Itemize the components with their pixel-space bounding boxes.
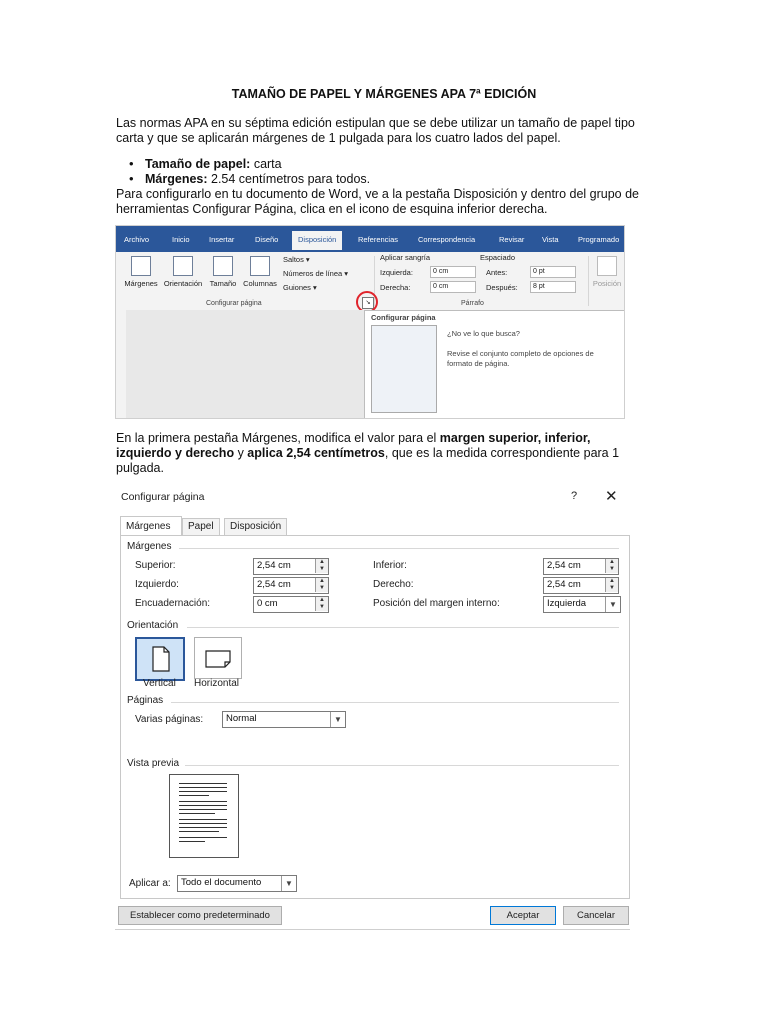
section-paginas: Páginas [127, 695, 164, 706]
derecho-value[interactable]: 2,54 cm [547, 579, 581, 590]
section-divider [179, 548, 619, 549]
ribbon-screenshot [115, 225, 625, 419]
margins-button[interactable] [121, 256, 161, 288]
preview-line [179, 809, 227, 810]
ok-button[interactable]: Aceptar [490, 906, 556, 925]
landscape-page-icon [195, 638, 241, 678]
portrait-page-icon [137, 639, 183, 679]
spacing-heading: Espaciado [480, 253, 516, 262]
gutter-position-label: Posición del margen interno: [373, 598, 500, 609]
position-icon [597, 256, 617, 276]
gutter-position-value: Izquierda [547, 598, 587, 609]
spin-down-icon[interactable]: ▼ [315, 566, 328, 573]
tab-archivo[interactable]: Archivo [124, 235, 150, 244]
bullet-margins [145, 172, 370, 187]
config-line-2: herramientas Configurar Página, clica en el icono de esquina inferior derecha. [116, 202, 548, 216]
section-orientacion: Orientación [127, 620, 179, 631]
preview-line [179, 823, 227, 824]
spin-down-icon[interactable]: ▼ [315, 585, 328, 592]
spacing-before-field[interactable]: 0 pt [530, 266, 576, 278]
paragraph-2-line-1 [116, 431, 676, 446]
columns-button[interactable] [240, 256, 280, 288]
close-icon[interactable]: ✕ [605, 488, 618, 505]
columns-icon [250, 256, 270, 276]
position-button[interactable] [590, 256, 624, 288]
breaks-button[interactable]: Saltos ▾ [283, 255, 310, 264]
multiple-pages-label: Varias páginas: [135, 714, 204, 725]
spin-up-icon[interactable]: ▲ [315, 559, 328, 566]
size-button[interactable] [205, 256, 241, 288]
size-icon [213, 256, 233, 276]
apply-to-label: Aplicar a: [129, 878, 171, 889]
bullet-label: Tamaño de papel: [145, 157, 251, 171]
intro-line-2: carta y que se aplicarán márgenes de 1 pulgada para los cuatro lados del papel. [116, 131, 561, 145]
p2-text: En la primera pestaña Márgenes, modifica el valor para el [116, 431, 440, 445]
multiple-pages-select[interactable] [222, 711, 346, 728]
gutter-position-select[interactable] [543, 596, 621, 613]
inferior-value[interactable]: 2,54 cm [547, 560, 581, 571]
p2-text: , que es la medida correspondiente para 1 [384, 446, 620, 460]
spin-down-icon[interactable]: ▼ [315, 604, 328, 611]
chevron-down-icon: ▼ [281, 876, 296, 891]
landscape-label[interactable]: Horizontal [194, 678, 240, 689]
inferior-field[interactable] [543, 558, 619, 575]
tab-vista[interactable]: Vista [542, 235, 559, 244]
spin-up-icon[interactable]: ▲ [315, 597, 328, 604]
section-divider [185, 765, 619, 766]
p2-bold: aplica 2,54 centímetros [247, 446, 385, 460]
dialog-title: Configurar página [121, 491, 205, 503]
section-preview: Vista previa [127, 758, 180, 769]
ribbon-separator [588, 256, 589, 306]
tab-disposicion[interactable]: Disposición [292, 231, 342, 250]
multiple-pages-value: Normal [226, 713, 257, 724]
bullet-value: 2.54 centímetros para todos. [207, 172, 371, 186]
superior-field[interactable] [253, 558, 329, 575]
tab-disposicion-dialog[interactable]: Disposición [224, 518, 287, 535]
encuadernacion-value[interactable]: 0 cm [257, 598, 278, 609]
preview-line [179, 813, 215, 814]
p2-text: y [234, 446, 248, 460]
apply-to-value: Todo el documento [181, 877, 262, 888]
ribbon-tab-bar [116, 226, 624, 252]
preview-line [179, 841, 205, 842]
preview-line [179, 805, 227, 806]
cancel-button[interactable]: Cancelar [563, 906, 629, 925]
size-label: Tamaño [209, 279, 237, 288]
derecho-field[interactable] [543, 577, 619, 594]
document-area [126, 310, 364, 418]
tab-programador[interactable]: Programado [578, 235, 620, 244]
tab-referencias[interactable]: Referencias [358, 235, 399, 244]
group-config-label: Configurar página [206, 300, 262, 307]
spin-down-icon[interactable]: ▼ [605, 566, 618, 573]
preview-line [179, 831, 219, 832]
preview-line [179, 801, 227, 802]
paragraph-2-line-2 [116, 446, 676, 461]
p2-bold: margen superior, inferior, [439, 431, 591, 445]
chevron-down-icon: ▼ [330, 712, 345, 727]
tab-revisar[interactable]: Revisar [499, 235, 525, 244]
section-divider [187, 627, 619, 628]
section-divider [171, 702, 619, 703]
set-default-button[interactable]: Establecer como predeterminado [118, 906, 282, 925]
spacing-after-field[interactable]: 8 pt [530, 281, 576, 293]
tab-correspondencia[interactable]: Correspondencia [418, 235, 476, 244]
tooltip-thumbnail [371, 325, 437, 413]
izquierdo-field[interactable] [253, 577, 329, 594]
apply-to-select[interactable] [177, 875, 297, 892]
preview-line [179, 783, 227, 784]
indent-right-label: Derecha: [380, 283, 411, 292]
encuadernacion-field[interactable] [253, 596, 329, 613]
preview-line [179, 827, 227, 828]
landscape-button[interactable] [194, 637, 242, 679]
orientation-label: Orientación [163, 279, 203, 288]
tab-papel[interactable]: Papel [182, 518, 220, 535]
preview-line [179, 795, 209, 796]
izquierdo-label: Izquierdo: [135, 579, 179, 590]
superior-value[interactable]: 2,54 cm [257, 560, 291, 571]
indent-left-field[interactable]: 0 cm [430, 266, 476, 278]
margins-icon [131, 256, 151, 276]
margins-label: Márgenes [124, 279, 158, 288]
indent-left-label: Izquierda: [380, 268, 413, 277]
orientation-button[interactable] [161, 256, 205, 288]
dialog-panel [120, 535, 630, 899]
page-title: TAMAÑO DE PAPEL Y MÁRGENES APA 7ª EDICIÓN [231, 87, 537, 101]
portrait-label[interactable]: Vertical [143, 678, 176, 689]
encuadernacion-label: Encuadernación: [135, 598, 211, 609]
preview-line [179, 819, 227, 820]
preview-line [179, 837, 227, 838]
tab-insertar[interactable]: Insertar [209, 235, 235, 244]
spin-down-icon[interactable]: ▼ [605, 585, 618, 592]
indent-right-field[interactable]: 0 cm [430, 281, 476, 293]
dialog-bottom-border [115, 929, 630, 930]
tab-inicio[interactable]: Inicio [172, 235, 190, 244]
inferior-label: Inferior: [373, 560, 407, 571]
group-paragraph-label: Párrafo [461, 300, 484, 307]
paragraph-2-line-3: pulgada. [116, 461, 164, 475]
tab-margenes[interactable]: Márgenes [120, 516, 182, 535]
hyphenation-button[interactable]: Guiones ▾ [283, 283, 317, 292]
bullet-label: Márgenes: [145, 172, 208, 186]
izquierdo-value[interactable]: 2,54 cm [257, 579, 291, 590]
derecho-label: Derecho: [373, 579, 414, 590]
preview-line [179, 787, 227, 788]
help-icon[interactable]: ? [571, 490, 578, 502]
page-setup-launcher-icon[interactable]: ↘ [362, 297, 374, 309]
tab-diseno[interactable]: Diseño [255, 235, 279, 244]
spacing-before-label: Antes: [486, 268, 508, 277]
spin-up-icon[interactable]: ▲ [605, 559, 618, 566]
tooltip-title: Configurar página [371, 313, 436, 322]
bullet-paper-size [145, 157, 282, 172]
line-numbers-button[interactable]: Números de línea ▾ [283, 269, 349, 278]
orientation-icon [173, 256, 193, 276]
preview-page [169, 774, 239, 858]
tooltip-description: Revise el conjunto completo de opciones de formato de página. [447, 349, 594, 368]
portrait-button[interactable] [135, 637, 185, 681]
bullet-value: carta [250, 157, 282, 171]
position-label: Posición [592, 279, 622, 288]
indent-heading: Aplicar sangría [380, 253, 431, 262]
page-setup-tooltip [364, 310, 625, 419]
tooltip-question: ¿No ve lo que busca? [447, 329, 520, 338]
p2-bold: izquierdo y derecho [116, 446, 235, 460]
chevron-down-icon: ▼ [605, 597, 620, 612]
preview-line [179, 791, 227, 792]
superior-label: Superior: [135, 560, 176, 571]
spin-up-icon[interactable]: ▲ [605, 578, 618, 585]
config-line-1: Para configurarlo en tu documento de Word, ve a la pestaña Disposición y dentro del grupo de [116, 187, 640, 201]
intro-line-1: Las normas APA en su séptima edición estipulan que se debe utilizar un tamaño de papel tipo [116, 116, 635, 130]
spacing-after-label: Después: [486, 283, 518, 292]
section-margenes: Márgenes [127, 541, 172, 552]
columns-label: Columnas [243, 279, 277, 288]
spin-up-icon[interactable]: ▲ [315, 578, 328, 585]
